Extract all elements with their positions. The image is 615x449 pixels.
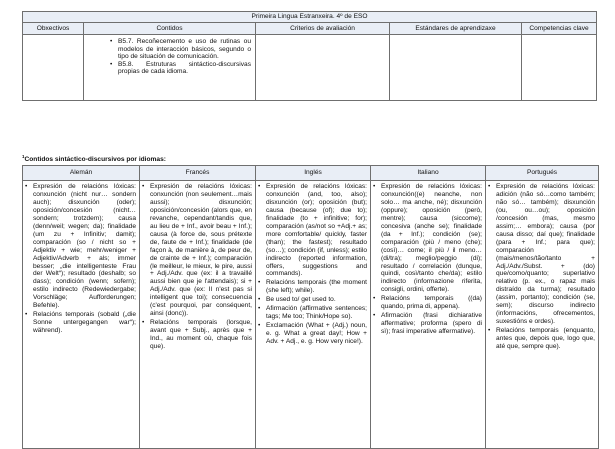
table-title: Primeira Lingua Estranxeira. 4º de ESO: [23, 12, 597, 23]
estandares-cell: [390, 35, 522, 101]
frances-cell: [140, 181, 256, 449]
portugues-cell: [486, 181, 599, 449]
list-item: • Relacións temporais (lorsque, avant que + Subj., après que + Ind., au moment où, chaque fois que).: [142, 319, 252, 351]
footnote-caption: [22, 154, 166, 163]
list-item: • Afirmación (frasi dichiarative affermative; proforma (spero di sì); frasi imperative affermative).: [373, 312, 482, 336]
header-contidos: Contidos: [84, 23, 256, 35]
list-item: • Expresión de relacións lóxicas: conxunción (nicht nur… sondern auch); disxunción (oder); oposición/concesión (nicht… sondern; trotzdem); causa (denn/weil; wegen; da); finalidade (um zu + Infinitiv; damit); comparación (so / nicht so + Adjektiv + wie; mehr/weniger + Adjektiv/Adverb + als; immer besser; „die intelligenteste Frau der Welt“); resultado (deshalb; so dass); condición (wenn; sofern); estilo indirecto (Redewiedergabe; Vorschläge; Aufforderungen; Befehle).: [25, 183, 136, 310]
list-item: • Expresión de relacións lóxicas: conxunción((e) neanche, non solo… ma anche, né); disxunción (oppure); oposición (però, mentre); causa (siccome); concesiva (anche se); finalidade (da + Inf.); condición (se); comparación (più / meno (che); (così)… come; il più / il meno… (di/tra); meglio/peggio (di); resultado / correlación (dunque, quindi, così/tanto che/da); estilo indirecto (informazione riferita, consigli, ordini, offerte).: [373, 183, 482, 294]
aleman-list: [25, 183, 136, 335]
list-item: • Be used to/ get used to.: [258, 296, 367, 304]
list-item: • Expresión de relacións lóxicas: conxunción (and, too, also); disxunción (or); oposición (but); causa (because (of); due to); finalidade (to + infinitive; for); comparación (as/not so +Adj.+ as; more comfortable/ quickly, faster (than); the fastest); resultado (so…); condición (if, unless); estilo indirecto (reported information, offers, suggestions and commands).: [258, 183, 367, 278]
italiano-cell: [371, 181, 486, 449]
header-criterios: Criterios de avaliación: [256, 23, 390, 35]
obxectivos-cell: [23, 35, 84, 101]
header-ingles: Inglés: [256, 166, 371, 181]
list-item: • Expresión de relacións lóxicas: adición (não só…como também; não só… também); disxunción (ou, ou…ou); oposición /concesión (mas, mesmo assim;… embora); causa (por causa disso; daí que); finalidade (para + Inf.; para que); comparación (mais/menos/tão/tanto + Adj./Adv./Subst. + (do) que/como/quanto; superlativo relativo (p. ex., o rapaz mais distraído da turma); resultado (assim, portanto); condición (se, sem); discurso indirecto (informacións, ofrecementos, suxestións e ordes).: [488, 183, 595, 326]
header-italiano: Italiano: [371, 166, 486, 181]
list-item: • Relacións temporais (sobald („die Sonne untergegangen war“); während).: [25, 311, 136, 335]
footnote-marker: 1: [22, 154, 25, 159]
contidos-cell: [84, 35, 256, 101]
header-aleman: Alemán: [23, 166, 140, 181]
header-estandares: Estándares de aprendizaxe: [390, 23, 522, 35]
list-item: • Relacións temporais (enquanto, antes que, depois que, logo que, até que, sempre que).: [488, 327, 595, 351]
criterios-cell: [256, 35, 390, 101]
list-item: • Expresión de relacións lóxicas: conxunción (non seulement…mais aussi); disxunción; oposición/concesión (alors que, en revanche, cependant/tandis que, au lieu de + Inf., avoir beau + Inf.); causa (à force de, sous prétexte de, faute de + Inf.); finalidade (de façon à, de manière à, de peur de, de crainte de + Inf.); comparación (le meilleur, le mieux, le pire, aussi + Adj./Adv. que (ex: il a travaillé aussi bien que je l'attendais); si + Adj./Adv. que (ex: Il n'est pas si intelligent que toi); consecuencia (c'est pourquoi, par conséquent, ainsi (donc)).: [142, 183, 252, 318]
ingles-list: [258, 183, 367, 346]
curriculum-table: [22, 11, 597, 101]
languages-table: [22, 165, 599, 449]
list-item: • Relacións temporais (the moment (she left); while).: [258, 279, 367, 295]
header-competencias: Competencias clave: [522, 23, 597, 35]
content-item: • B5.8. Estruturas sintáctico-discursivas propias de cada idioma.: [110, 61, 251, 76]
footnote-text: Contidos sintáctico-discursivos por idiomas:: [24, 156, 166, 164]
list-item: • Afirmación (affirmative sentences; tags; Me too; Think/Hope so).: [258, 305, 367, 321]
header-obxectivos: Obxectivos: [23, 23, 84, 35]
aleman-cell: [23, 181, 140, 449]
header-frances: Francés: [140, 166, 256, 181]
italiano-list: [373, 183, 482, 336]
header-portugues: Portugués: [486, 166, 599, 181]
content-item: • B5.7. Recoñecemento e uso de rutinas ou modelos de interacción básicos, segundo o tipo de situación de comunicación.: [110, 38, 251, 61]
competencias-cell: [522, 35, 597, 101]
list-item: • Exclamación (What + (Adj.) noun, e. g. What a great day!; How + Adv. + Adj., e. g. How very nice!).: [258, 322, 367, 346]
list-item: • Relacións temporais ((da) quando, prima di, appena).: [373, 295, 482, 311]
portugues-list: [488, 183, 595, 351]
frances-list: [142, 183, 252, 351]
ingles-cell: [256, 181, 371, 449]
